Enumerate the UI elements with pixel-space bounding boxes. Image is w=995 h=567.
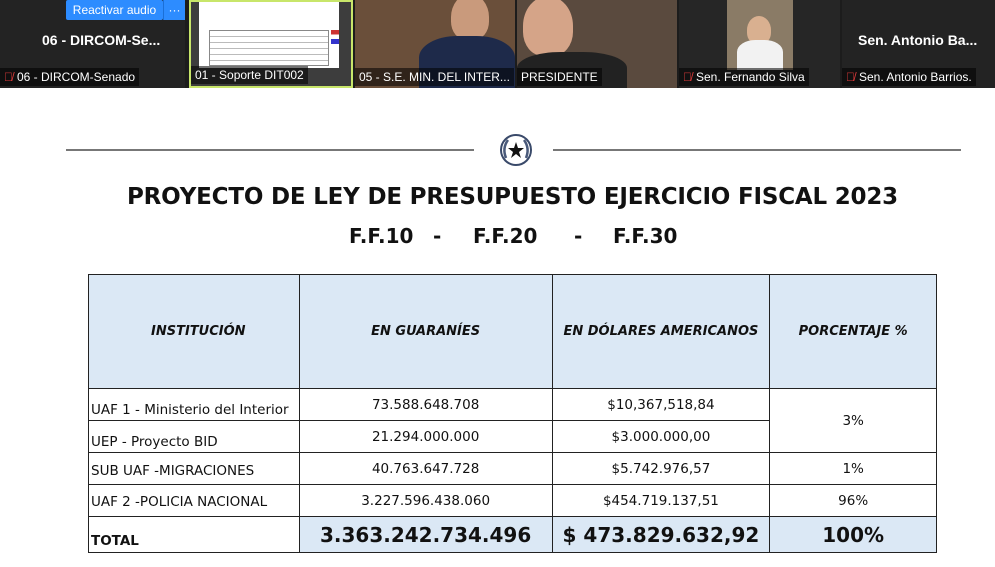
cell-guaranies: 3.227.596.438.060 <box>299 485 552 517</box>
cell-total-dolares: $ 473.829.632,92 <box>552 517 770 553</box>
participant-name-bar <box>517 68 602 86</box>
cell-guaranies: 73.588.648.708 <box>299 389 552 421</box>
cell-institucion: UAF 2 -POLICIA NACIONAL <box>89 485 300 517</box>
column-header-guaranies: EN GUARANÍES <box>299 275 552 389</box>
cell-institucion: UEP - Proyecto BID <box>89 421 300 453</box>
participant-name-bar <box>355 68 514 86</box>
cell-institucion: UAF 1 - Ministerio del Interior <box>89 389 300 421</box>
cell-porcentaje: 1% <box>770 453 937 485</box>
participant-name: Sen. Antonio Barrios. <box>859 70 972 84</box>
table-row <box>89 453 937 485</box>
table-header-row <box>89 275 937 389</box>
cell-dolares: $3.000.000,00 <box>552 421 770 453</box>
participant-big-name: 06 - DIRCOM-Se... <box>42 32 161 48</box>
participant-name-bar <box>842 68 976 86</box>
cell-dolares: $454.719.137,51 <box>552 485 770 517</box>
cell-guaranies: 40.763.647.728 <box>299 453 552 485</box>
mic-muted-icon: 🎙̸ <box>4 70 13 84</box>
document-title: PROYECTO DE LEY DE PRESUPUESTO EJERCICIO FISCAL 2023 <box>127 184 898 210</box>
funding-source-3: F.F.30 <box>613 224 678 248</box>
table-row <box>89 389 937 421</box>
mic-muted-icon: 🎙̸ <box>846 70 855 84</box>
table-row <box>89 485 937 517</box>
participant-name-bar <box>191 66 308 84</box>
participant-tile-antonio-barrios[interactable] <box>842 0 995 88</box>
column-header-dolares: EN DÓLARES AMERICANOS <box>552 275 770 389</box>
header-rule-right <box>553 149 961 151</box>
cell-porcentaje-merged: 3% <box>770 389 937 453</box>
cell-institucion: SUB UAF -MIGRACIONES <box>89 453 300 485</box>
flag-icon <box>331 30 339 44</box>
participant-big-name: Sen. Antonio Ba... <box>858 32 978 48</box>
participant-name: PRESIDENTE <box>521 70 598 84</box>
cell-guaranies: 21.294.000.000 <box>299 421 552 453</box>
cell-dolares: $10,367,518,84 <box>552 389 770 421</box>
mic-muted-icon: 🎙̸ <box>683 70 692 84</box>
participant-tile-soporte[interactable] <box>189 0 353 88</box>
participant-tile-presidente[interactable] <box>517 0 677 88</box>
cell-dolares: $5.742.976,57 <box>552 453 770 485</box>
column-header-porcentaje: PORCENTAJE % <box>770 275 937 389</box>
cell-total-label: TOTAL <box>89 517 300 553</box>
participant-name-bar <box>679 68 809 86</box>
budget-table <box>88 274 937 553</box>
participant-name: Sen. Fernando Silva <box>696 70 805 84</box>
participant-video <box>523 0 573 56</box>
more-options-button[interactable]: ··· <box>163 0 185 20</box>
header-rule-left <box>66 149 474 151</box>
participant-tile-fernando-silva[interactable] <box>679 0 840 88</box>
table-total-row <box>89 517 937 553</box>
participant-video <box>451 0 489 40</box>
funding-source-2: F.F.20 <box>473 224 538 248</box>
reactivate-audio-button[interactable]: Reactivar audio <box>66 0 163 20</box>
participant-tile-dircom[interactable] <box>0 0 185 88</box>
participant-strip <box>0 0 995 88</box>
column-header-institucion: INSTITUCIÓN <box>89 275 300 389</box>
shared-screen-thumbnail <box>199 2 339 68</box>
participant-tile-minister[interactable] <box>355 0 515 88</box>
funding-separator: - <box>433 224 442 248</box>
participant-name: 01 - Soporte DIT002 <box>195 68 304 82</box>
participant-video-body <box>737 40 783 70</box>
participant-name: 06 - DIRCOM-Senado <box>17 70 136 84</box>
cell-total-guaranies: 3.363.242.734.496 <box>299 517 552 553</box>
thumbnail-table <box>209 30 329 66</box>
participant-name: 05 - S.E. MIN. DEL INTER... <box>359 70 510 84</box>
shared-document <box>0 88 995 567</box>
funding-separator: - <box>574 224 583 248</box>
cell-porcentaje: 96% <box>770 485 937 517</box>
funding-source-1: F.F.10 <box>349 224 414 248</box>
cell-total-porcentaje: 100% <box>770 517 937 553</box>
participant-name-bar <box>0 68 139 86</box>
national-seal-icon <box>498 132 534 168</box>
